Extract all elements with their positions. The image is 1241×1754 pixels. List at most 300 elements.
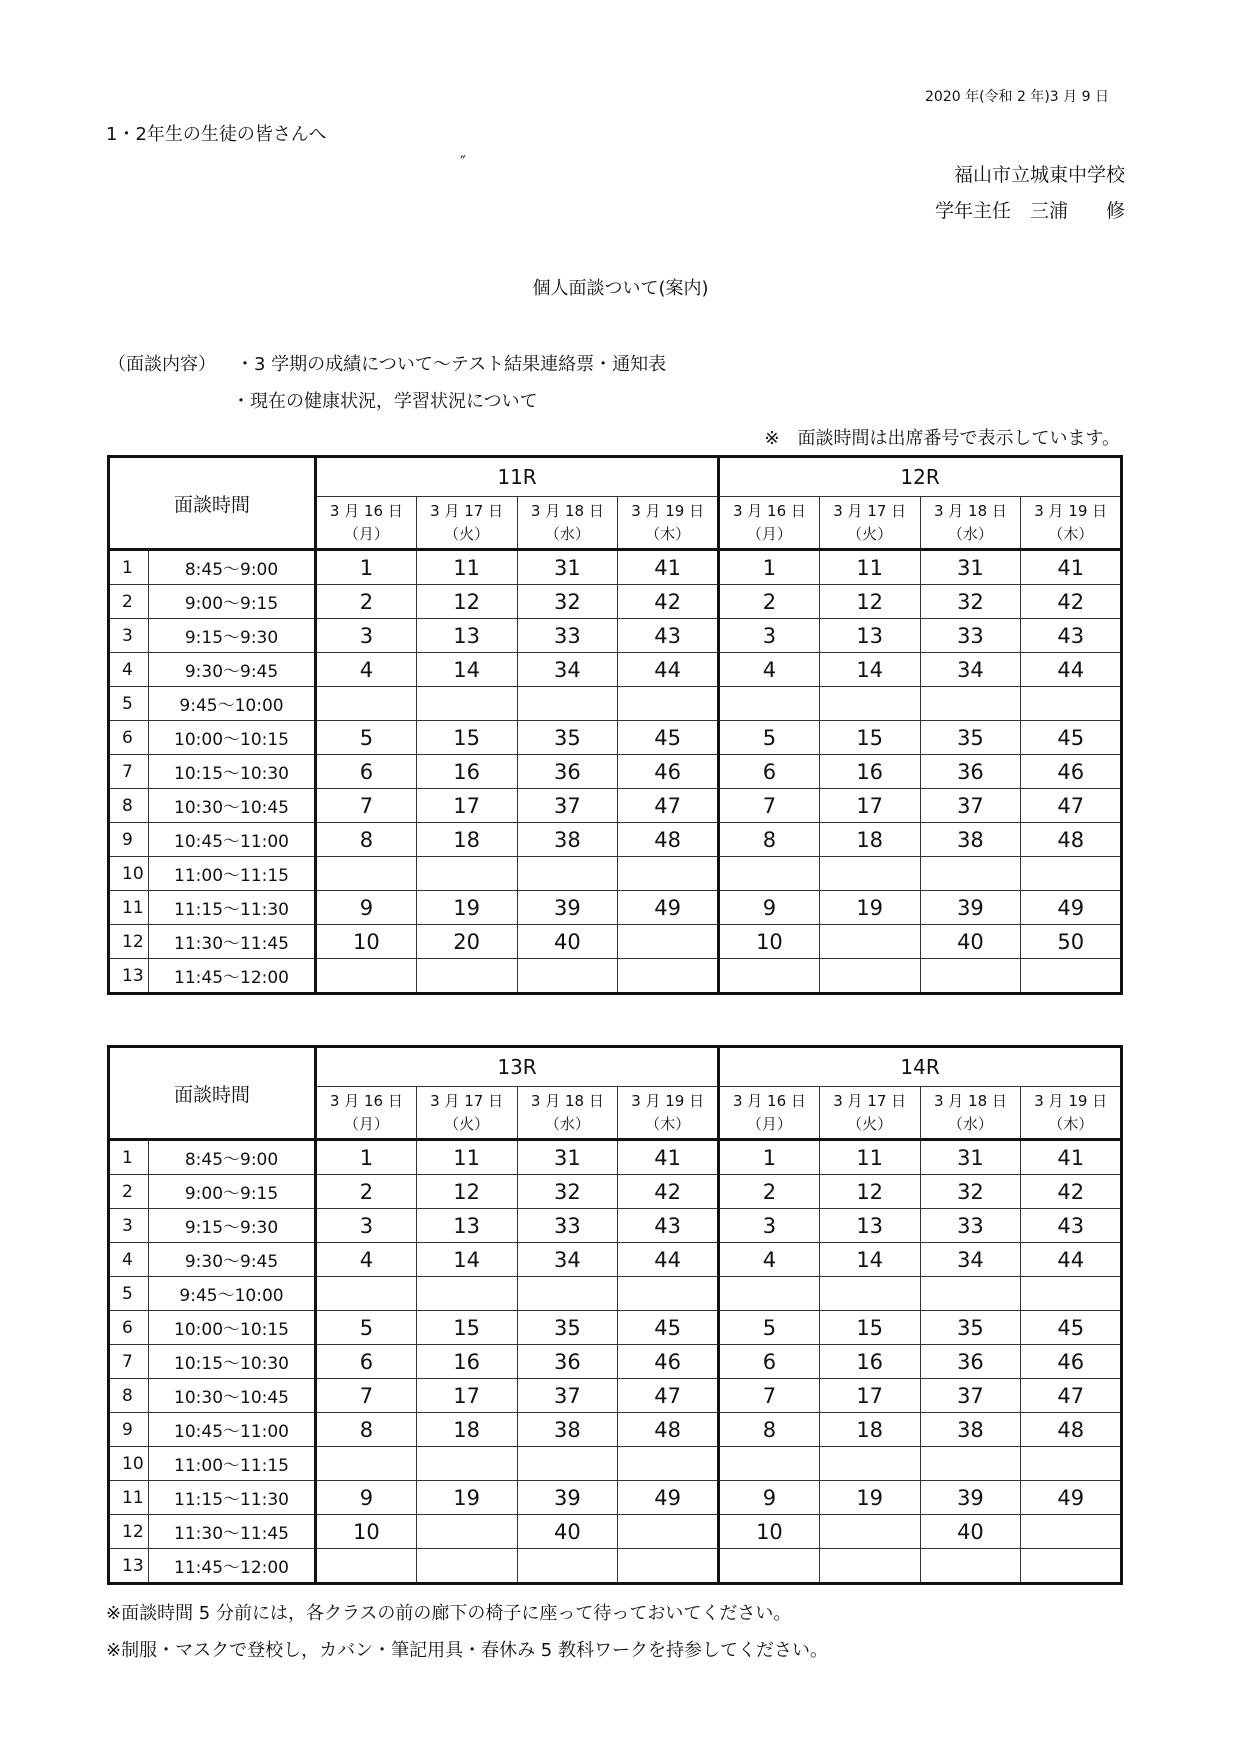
table-row [109,1447,1122,1481]
slot-time: 11:45～12:00 [149,1549,316,1584]
student-number-cell: 47 [618,789,719,823]
student-number-cell [1021,687,1122,721]
class-name-header: 11R [316,457,719,497]
day-header [517,497,618,550]
student-number-cell: 3 [719,619,820,653]
student-number-cell: 14 [416,653,517,687]
student-number-cell [316,1277,417,1311]
student-number-cell: 37 [517,789,618,823]
student-number-cell: 36 [517,1345,618,1379]
day-date: 3 月 18 日 [530,501,604,520]
day-date: 3 月 18 日 [933,501,1007,520]
student-number-cell [1021,1515,1122,1549]
student-number-cell: 11 [416,1140,517,1175]
student-number-cell: 34 [920,1243,1021,1277]
stray-mark: ″ [460,152,466,171]
student-number-cell [416,1549,517,1584]
slot-number: 3 [109,1209,149,1243]
day-weekday: （月） [343,524,389,543]
student-number-cell: 32 [517,1175,618,1209]
student-number-cell: 10 [316,925,417,959]
student-number-cell: 1 [316,550,417,585]
student-number-cell: 13 [416,1209,517,1243]
student-number-cell: 16 [819,1345,920,1379]
table-row [109,959,1122,994]
student-number-cell: 31 [920,550,1021,585]
day-date: 3 月 17 日 [833,501,907,520]
day-date: 3 月 19 日 [1034,501,1108,520]
table-row [109,755,1122,789]
day-weekday: （水） [544,1114,590,1133]
table-row [109,1481,1122,1515]
slot-time: 10:00～10:15 [149,1311,316,1345]
student-number-cell: 43 [618,1209,719,1243]
student-number-cell: 49 [618,891,719,925]
student-number-cell: 12 [416,585,517,619]
day-header [316,1087,417,1140]
table-row [109,1515,1122,1549]
student-number-cell: 12 [416,1175,517,1209]
day-date: 3 月 17 日 [833,1091,907,1110]
student-number-cell: 9 [719,1481,820,1515]
day-date: 3 月 19 日 [1034,1091,1108,1110]
day-date: 3 月 16 日 [732,501,806,520]
student-number-cell: 49 [1021,1481,1122,1515]
slot-time: 11:30～11:45 [149,925,316,959]
student-number-cell: 45 [1021,1311,1122,1345]
day-weekday: （月） [746,524,792,543]
student-number-cell [920,1549,1021,1584]
student-number-cell: 18 [416,1413,517,1447]
student-number-cell [1021,1277,1122,1311]
student-number-cell [819,857,920,891]
student-number-cell: 49 [1021,891,1122,925]
student-number-cell: 14 [819,1243,920,1277]
student-number-cell: 10 [719,925,820,959]
student-number-cell [920,959,1021,994]
student-number-cell: 36 [920,755,1021,789]
slot-time: 10:15～10:30 [149,755,316,789]
day-header [920,1087,1021,1140]
slot-time: 10:45～11:00 [149,823,316,857]
student-number-cell: 17 [416,1379,517,1413]
day-header [316,497,417,550]
student-number-cell: 38 [517,823,618,857]
class-name-header: 13R [316,1047,719,1087]
student-number-cell: 16 [416,1345,517,1379]
day-weekday: （月） [343,1114,389,1133]
student-number-cell: 9 [719,891,820,925]
student-number-cell: 43 [1021,1209,1122,1243]
student-number-cell: 18 [416,823,517,857]
table-row [109,1140,1122,1175]
student-number-cell: 44 [1021,1243,1122,1277]
table-row [109,585,1122,619]
document-title: 個人面談ついて(案内) [532,278,709,299]
student-number-cell [920,1447,1021,1481]
day-date: 3 月 19 日 [631,501,705,520]
student-number-cell [517,1447,618,1481]
student-number-cell: 39 [920,1481,1021,1515]
student-number-cell: 15 [819,721,920,755]
student-number-cell: 34 [517,1243,618,1277]
student-number-cell: 31 [517,550,618,585]
student-number-cell: 11 [819,550,920,585]
contents-item-1: ・3 学期の成績について～テスト結果連絡票・通知表 [236,354,667,375]
day-date: 3 月 16 日 [329,1091,403,1110]
student-number-cell: 40 [920,925,1021,959]
student-number-cell: 37 [517,1379,618,1413]
table-row [109,1175,1122,1209]
student-number-cell: 49 [618,1481,719,1515]
day-header [719,497,820,550]
student-number-cell: 12 [819,1175,920,1209]
student-number-cell: 46 [1021,755,1122,789]
day-date: 3 月 16 日 [329,501,403,520]
interview-time-header: 面談時間 [109,1047,316,1140]
student-number-cell: 41 [618,1140,719,1175]
slot-time: 9:00～9:15 [149,1175,316,1209]
slot-number: 12 [109,1515,149,1549]
slot-number: 13 [109,959,149,994]
student-number-cell: 10 [719,1515,820,1549]
day-weekday: （木） [1048,1114,1094,1133]
table-row [109,857,1122,891]
student-number-cell: 17 [819,1379,920,1413]
student-number-cell: 38 [517,1413,618,1447]
student-number-cell: 39 [920,891,1021,925]
day-date: 3 月 18 日 [933,1091,1007,1110]
day-header [819,497,920,550]
student-number-cell: 5 [316,1311,417,1345]
addressee: 1・2年生の生徒の皆さんへ [106,124,327,145]
slot-number: 8 [109,789,149,823]
student-number-cell [819,687,920,721]
slot-number: 5 [109,1277,149,1311]
table-row [109,823,1122,857]
student-number-cell: 37 [920,1379,1021,1413]
day-weekday: （水） [947,1114,993,1133]
student-number-cell: 14 [819,653,920,687]
student-number-cell [416,857,517,891]
slot-number: 7 [109,755,149,789]
student-number-cell: 2 [719,1175,820,1209]
student-number-cell [517,959,618,994]
slot-time: 10:00～10:15 [149,721,316,755]
student-number-cell: 48 [1021,823,1122,857]
student-number-cell: 8 [316,823,417,857]
student-number-cell [618,1549,719,1584]
student-number-cell: 40 [920,1515,1021,1549]
student-number-cell: 4 [316,653,417,687]
student-number-cell: 19 [819,891,920,925]
slot-time: 8:45～9:00 [149,550,316,585]
slot-number: 6 [109,1311,149,1345]
day-header [416,1087,517,1140]
student-number-cell: 42 [1021,585,1122,619]
interview-time-header: 面談時間 [109,457,316,550]
student-number-cell: 43 [618,619,719,653]
slot-time: 11:15～11:30 [149,891,316,925]
day-weekday: （水） [544,524,590,543]
student-number-cell [1021,959,1122,994]
class-header-row [109,457,1122,497]
day-date: 3 月 18 日 [530,1091,604,1110]
student-number-cell: 42 [618,1175,719,1209]
slot-time: 11:15～11:30 [149,1481,316,1515]
student-number-cell: 48 [1021,1413,1122,1447]
student-number-cell [719,1277,820,1311]
student-number-cell: 3 [719,1209,820,1243]
student-number-cell: 32 [517,585,618,619]
student-number-cell [618,925,719,959]
contents-item-2: ・現在の健康状況，学習状況について [232,391,538,412]
student-number-cell: 7 [719,789,820,823]
day-header [719,1087,820,1140]
student-number-cell [1021,1549,1122,1584]
student-number-cell: 3 [316,619,417,653]
slot-time: 9:15～9:30 [149,619,316,653]
student-number-cell: 13 [819,1209,920,1243]
student-number-cell: 35 [920,1311,1021,1345]
student-number-cell: 36 [517,755,618,789]
student-number-cell: 42 [618,585,719,619]
day-date: 3 月 17 日 [430,1091,504,1110]
footer-note-1: ※面談時間 5 分前には，各クラスの前の廊下の椅子に座って待っておいてください。 [106,1603,792,1624]
student-number-cell: 5 [316,721,417,755]
slot-time: 10:30～10:45 [149,789,316,823]
student-number-cell: 31 [920,1140,1021,1175]
student-number-cell: 7 [316,1379,417,1413]
student-number-cell: 34 [517,653,618,687]
student-number-cell [719,857,820,891]
student-number-cell: 33 [517,1209,618,1243]
student-number-cell: 48 [618,823,719,857]
student-number-cell: 45 [618,1311,719,1345]
student-number-cell [618,1447,719,1481]
student-number-cell [316,687,417,721]
student-number-cell: 11 [819,1140,920,1175]
student-number-cell: 7 [316,789,417,823]
table-row [109,1549,1122,1584]
student-number-cell [719,959,820,994]
student-number-cell: 44 [618,653,719,687]
day-weekday: （水） [947,524,993,543]
slot-number: 3 [109,619,149,653]
footer-note-2: ※制服・マスクで登校し，カバン・筆記用具・春休み 5 教科ワークを持参してください。 [106,1640,828,1661]
student-number-cell: 39 [517,1481,618,1515]
student-number-cell [416,959,517,994]
student-number-cell: 41 [1021,550,1122,585]
student-number-cell: 13 [416,619,517,653]
table-row [109,653,1122,687]
student-number-cell: 47 [618,1379,719,1413]
slot-number: 9 [109,823,149,857]
slot-time: 10:30～10:45 [149,1379,316,1413]
slot-time: 11:00～11:15 [149,1447,316,1481]
student-number-cell: 44 [618,1243,719,1277]
student-number-cell: 47 [1021,1379,1122,1413]
slot-number: 4 [109,653,149,687]
table-row [109,1413,1122,1447]
student-number-cell: 17 [819,789,920,823]
student-number-cell [719,1447,820,1481]
student-number-cell: 38 [920,1413,1021,1447]
student-number-cell [618,1515,719,1549]
student-number-cell [416,687,517,721]
student-number-cell [819,1515,920,1549]
student-number-cell: 16 [416,755,517,789]
student-number-cell [819,1277,920,1311]
slot-number: 1 [109,1140,149,1175]
slot-time: 11:45～12:00 [149,959,316,994]
day-header [416,497,517,550]
student-number-cell: 41 [618,550,719,585]
slot-number: 12 [109,925,149,959]
day-weekday: （火） [847,524,893,543]
student-number-cell [316,1549,417,1584]
slot-number: 6 [109,721,149,755]
student-number-cell: 9 [316,1481,417,1515]
table-row [109,1243,1122,1277]
class-header-row [109,1047,1122,1087]
student-number-cell: 37 [920,789,1021,823]
student-number-cell: 46 [618,755,719,789]
day-header [618,497,719,550]
class-name-header: 14R [719,1047,1122,1087]
table-row [109,687,1122,721]
student-number-cell: 1 [719,1140,820,1175]
student-number-cell [618,687,719,721]
school-name: 福山市立城東中学校 [953,164,1125,186]
student-number-cell [719,687,820,721]
student-number-cell: 44 [1021,653,1122,687]
slot-time: 9:30～9:45 [149,653,316,687]
student-number-cell [618,959,719,994]
student-number-cell: 47 [1021,789,1122,823]
table-row [109,891,1122,925]
student-number-cell: 6 [316,1345,417,1379]
day-header [1021,1087,1122,1140]
student-number-cell: 18 [819,1413,920,1447]
student-number-cell: 15 [416,721,517,755]
slot-number: 13 [109,1549,149,1584]
day-date: 3 月 19 日 [631,1091,705,1110]
student-number-cell: 41 [1021,1140,1122,1175]
day-weekday: （火） [444,1114,490,1133]
slot-number: 7 [109,1345,149,1379]
slot-time: 9:00～9:15 [149,585,316,619]
slot-time: 9:30～9:45 [149,1243,316,1277]
schedule-table-1 [107,455,1123,995]
student-number-cell: 7 [719,1379,820,1413]
slot-time: 10:15～10:30 [149,1345,316,1379]
day-weekday: （火） [847,1114,893,1133]
student-number-cell: 6 [719,1345,820,1379]
student-number-cell: 19 [416,1481,517,1515]
student-number-cell: 4 [719,1243,820,1277]
student-number-cell: 19 [819,1481,920,1515]
student-number-cell: 33 [920,1209,1021,1243]
student-number-cell: 31 [517,1140,618,1175]
slot-time: 9:45～10:00 [149,687,316,721]
slot-number: 4 [109,1243,149,1277]
day-header [920,497,1021,550]
table-row [109,550,1122,585]
student-number-cell: 3 [316,1209,417,1243]
student-number-cell [920,1277,1021,1311]
student-number-cell: 43 [1021,619,1122,653]
student-number-cell: 40 [517,1515,618,1549]
student-number-cell [517,1549,618,1584]
day-weekday: （木） [645,524,691,543]
student-number-cell: 17 [416,789,517,823]
table-row [109,721,1122,755]
table-row [109,619,1122,653]
student-number-cell: 12 [819,585,920,619]
student-number-cell: 6 [719,755,820,789]
student-number-cell: 18 [819,823,920,857]
student-number-cell: 45 [618,721,719,755]
student-number-cell: 9 [316,891,417,925]
student-number-cell [920,857,1021,891]
student-number-cell: 46 [1021,1345,1122,1379]
student-number-cell [1021,857,1122,891]
table-row [109,1209,1122,1243]
student-number-cell: 39 [517,891,618,925]
document-date: 2020 年(令和 2 年)3 月 9 日 [925,89,1109,105]
slot-number: 1 [109,550,149,585]
student-number-cell: 38 [920,823,1021,857]
student-number-cell: 10 [316,1515,417,1549]
student-number-cell [719,1549,820,1584]
student-number-cell [618,857,719,891]
slot-number: 11 [109,1481,149,1515]
day-header [618,1087,719,1140]
day-weekday: （火） [444,524,490,543]
student-number-cell [819,925,920,959]
student-number-cell: 13 [819,619,920,653]
student-number-cell: 1 [719,550,820,585]
student-number-cell: 8 [719,823,820,857]
student-number-cell: 8 [719,1413,820,1447]
student-number-cell: 42 [1021,1175,1122,1209]
student-number-cell [618,1277,719,1311]
student-number-cell: 33 [920,619,1021,653]
table-row [109,1345,1122,1379]
student-number-cell [517,1277,618,1311]
contents-label: （面談内容） [108,354,216,375]
student-number-cell: 46 [618,1345,719,1379]
student-number-cell: 6 [316,755,417,789]
day-date: 3 月 17 日 [430,501,504,520]
student-number-cell: 8 [316,1413,417,1447]
slot-number: 10 [109,857,149,891]
table-row [109,925,1122,959]
student-number-cell [819,1549,920,1584]
student-number-cell: 2 [316,1175,417,1209]
attendance-number-note: ※ 面談時間は出席番号で表示しています。 [764,428,1120,449]
student-number-cell: 1 [316,1140,417,1175]
student-number-cell [819,1447,920,1481]
student-number-cell [416,1277,517,1311]
slot-number: 5 [109,687,149,721]
slot-time: 11:30～11:45 [149,1515,316,1549]
day-weekday: （月） [746,1114,792,1133]
student-number-cell: 4 [316,1243,417,1277]
student-number-cell [819,959,920,994]
day-header [1021,497,1122,550]
